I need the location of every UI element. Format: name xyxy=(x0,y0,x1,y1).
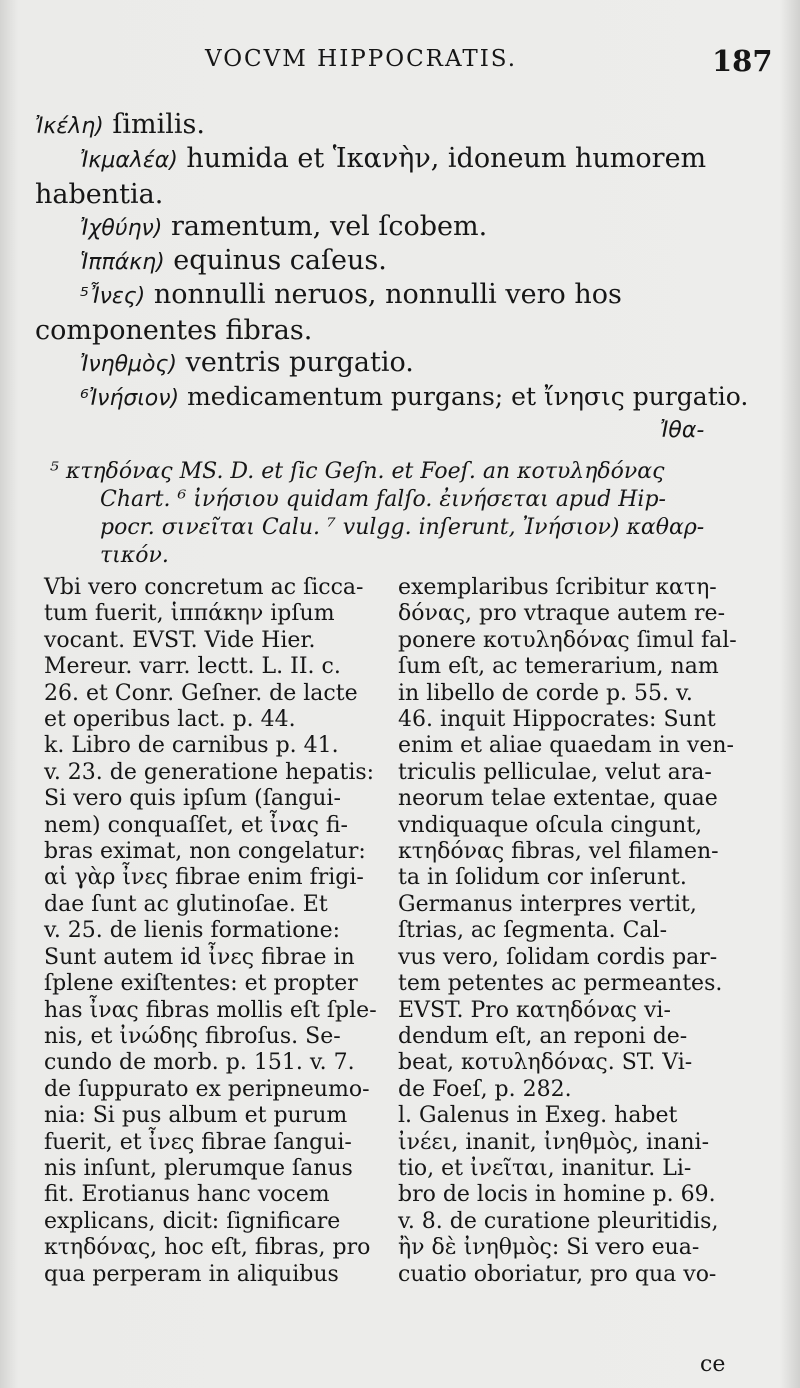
text-line: ponere κοτυληδόνας ſimul fal- xyxy=(398,627,737,653)
left-column xyxy=(44,575,396,1288)
text-line: Germanus interpres vertit, xyxy=(398,891,697,917)
text-line: fit. Erotianus hanc vocem xyxy=(44,1182,330,1208)
footnote-line: τικόν. xyxy=(100,543,169,568)
text-line: κτηδόνας, hoc eſt, fibras, pro xyxy=(44,1235,371,1261)
entry-text: humida et Ἱκανὴν, idoneum humorem habentia. xyxy=(35,143,707,210)
text-line: EVST. Pro κατηδόνας vi- xyxy=(398,997,671,1023)
text-line: ἢν δὲ ἰνηθμὸς: Si vero eua- xyxy=(398,1235,700,1261)
text-line: Mereur. varr. lectt. L. II. c. xyxy=(44,654,341,680)
text-line: neorum telae extentae, quae xyxy=(398,786,718,812)
entry-ikmalea xyxy=(35,142,770,212)
text-line: vndiquaque oſcula cingunt, xyxy=(398,812,703,838)
text-line: qua perperam in aliquibus xyxy=(44,1261,339,1287)
entry-text: medicamentum purgans; et ἴνησις purgatio. xyxy=(179,382,749,411)
text-line: cundo de morb. p. 151. v. 7. xyxy=(44,1050,355,1076)
text-line: δόνας, pro vtraque autem re- xyxy=(398,601,726,627)
text-line: vocant. EVST. Vide Hier. xyxy=(44,627,316,653)
text-line: tem petentes ac permeantes. xyxy=(398,971,723,997)
text-line: triculis pelliculae, velut ara- xyxy=(398,759,712,785)
footnote-line: ⁵ κτηδόνας MS. D. et ſic Geſn. et Foeſ. an κοτυληδόνας xyxy=(50,459,665,484)
text-line: bro de locis in homine p. 69. xyxy=(398,1182,716,1208)
right-column xyxy=(398,575,750,1288)
text-line: k. Libro de carnibus p. 41. xyxy=(44,733,339,759)
text-line: exemplaribus ſcribitur κατη- xyxy=(398,575,717,600)
text-line: de ſuppurato ex peripneumo- xyxy=(44,1076,370,1102)
text-line: has ἶνας fibras mollis eſt ſple- xyxy=(44,997,377,1023)
text-line: v. 8. de curatione pleuritidis, xyxy=(398,1208,719,1234)
catchword-bottom: ce xyxy=(700,1352,726,1377)
entry-term: Ἱππάκη) xyxy=(80,250,165,275)
entry-ichthyen xyxy=(35,210,770,246)
text-line: beat, κοτυληδόνας. ST. Vi- xyxy=(398,1050,693,1076)
text-line: αἱ γὰρ ἶνες fibrae enim frigi- xyxy=(44,865,364,891)
catchword: Ἰθα- xyxy=(660,418,705,443)
text-line: bras eximat, non congelatur: xyxy=(44,839,366,865)
text-line: 26. et Conr. Geſner. de lacte xyxy=(44,680,358,706)
text-line: v. 23. de generatione hepatis: xyxy=(44,759,375,785)
text-line: nis inſunt, plerumque ſanus xyxy=(44,1155,353,1181)
entry-term: Ἰχθύην) xyxy=(80,216,163,241)
entry-inethmos xyxy=(35,346,770,382)
text-line: l. Galenus in Exeg. habet xyxy=(398,1103,678,1129)
entry-term: Ἰκμαλέα) xyxy=(80,148,178,173)
entry-inesion xyxy=(35,380,770,416)
entry-ines xyxy=(35,278,770,348)
text-line: Vbi vero concretum ac ſicca- xyxy=(44,575,364,600)
entry-ikele xyxy=(35,108,770,144)
entry-text: ſimilis. xyxy=(103,109,205,140)
entry-term: Ἰκέλη) xyxy=(35,114,104,139)
text-line: tum fuerit, ἱππάκην ipſum xyxy=(44,601,335,627)
text-line: Si vero quis ipſum (ſangui- xyxy=(44,786,341,812)
text-line: ſum eſt, ac temerarium, nam xyxy=(398,654,719,680)
entry-text: ramentum, vel ſcobem. xyxy=(162,211,488,242)
entry-term: Ἰνηθμὸς) xyxy=(80,352,178,377)
text-line: cuatio oboriatur, pro qua vo- xyxy=(398,1261,717,1287)
footnote-line: pocr. σινεῖται Calu. ⁷ vulgg. inſerunt, Ἰνήσιον) καθαρ- xyxy=(100,515,705,540)
text-line: ἰνέει, inanit, ἰνηθμὸς, inani- xyxy=(398,1129,709,1155)
text-line: tio, et ἰνεῖται, inanitur. Li- xyxy=(398,1155,692,1181)
text-line: v. 25. de lienis formatione: xyxy=(44,918,341,944)
text-line: κτηδόνας fibras, vel filamen- xyxy=(398,839,719,865)
entry-text: nonnulli neruos, nonnulli vero hos componentes fibras. xyxy=(35,279,622,346)
text-line: ſplene exiſtentes: et propter xyxy=(44,971,358,997)
entry-hippake xyxy=(35,244,770,280)
text-line: nis, et ἰνώδης fibroſus. Se- xyxy=(44,1023,341,1049)
text-line: 46. inquit Hippocrates: Sunt xyxy=(398,707,716,733)
text-line: dendum eſt, an reponi de- xyxy=(398,1023,688,1049)
text-line: ta in ſolidum cor inſerunt. xyxy=(398,865,687,891)
footnote-line: Chart. ⁶ ἰνήσιου quidam falſo. ἐινήσεται apud Hip- xyxy=(100,487,666,512)
running-header: VOCVM HIPPOCRATIS. xyxy=(205,46,518,72)
text-line: ſtrias, ac ſegmenta. Cal- xyxy=(398,918,668,944)
entry-term: ⁵Ἶνες) xyxy=(80,284,146,309)
text-line: fuerit, et ἶνες fibrae ſangui- xyxy=(44,1129,352,1155)
entry-term: ⁶Ἰνήσιον) xyxy=(80,386,180,411)
text-line: in libello de corde p. 55. v. xyxy=(398,680,693,706)
text-line: explicans, dicit: ſignificare xyxy=(44,1208,341,1234)
text-line: nia: Si pus album et purum xyxy=(44,1103,348,1129)
text-line: nem) conquaſſet, et ἶνας fi- xyxy=(44,812,348,838)
text-line: dae ſunt ac glutinoſae. Et xyxy=(44,891,328,917)
entry-text: ventris purgatio. xyxy=(177,347,414,378)
text-line: et operibus lact. p. 44. xyxy=(44,707,296,733)
text-line: vus vero, ſolidam cordis par- xyxy=(398,944,718,970)
entry-text: equinus caſeus. xyxy=(164,245,387,276)
page-number: 187 xyxy=(712,44,773,78)
text-line: enim et aliae quaedam in ven- xyxy=(398,733,734,759)
text-line: Sunt autem id ἶνες fibrae in xyxy=(44,944,355,970)
text-line: de Foeſ, p. 282. xyxy=(398,1076,572,1102)
